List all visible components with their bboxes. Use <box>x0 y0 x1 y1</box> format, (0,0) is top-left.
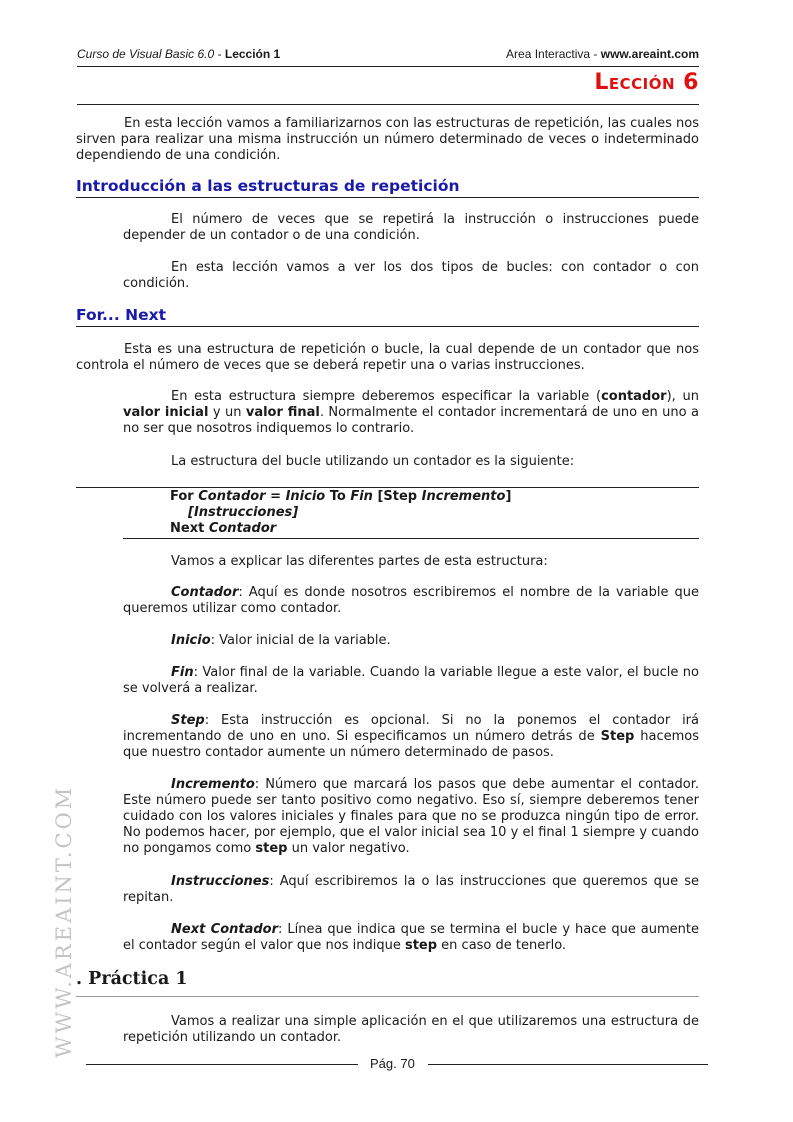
page-header <box>77 47 699 65</box>
section2-paragraph-1: Esta es una estructura de repetición o bucle, la cual depende de un contador que nos controla el número de veces que se deberá repetir una o varias instrucciones. <box>76 342 699 373</box>
section1-paragraph-2: En esta lección vamos a ver los dos tipos de bucles: con contador o con condición. <box>123 260 699 291</box>
section-divider <box>76 326 699 327</box>
footer-rule-right <box>428 1064 708 1065</box>
site-link[interactable]: www.areaint.com <box>600 47 699 61</box>
section-title-for-next: For... Next <box>76 306 166 324</box>
practice-divider <box>76 996 699 997</box>
footer-rule-left <box>86 1064 358 1065</box>
section2-paragraph-3: La estructura del bucle utilizando un contador es la siguiente: <box>171 454 575 469</box>
code-line-for: For Contador = Inicio To Fin [Step Incremento] <box>170 489 512 504</box>
side-watermark: WWW.AREAINT.COM <box>52 784 76 1058</box>
practice-paragraph: Vamos a realizar una simple aplicación en el que utilizaremos una estructura de repetición utilizando un contador. <box>123 1014 699 1045</box>
code-bottom-rule <box>123 538 699 539</box>
page-number: Pág. 70 <box>370 1056 415 1071</box>
intro-paragraph: En esta lección vamos a familiarizarnos con las estructuras de repetición, las cuales nos sirven para realizar una misma instrucción un número determinado de veces o indeterminado dependiendo de una condición. <box>76 116 699 163</box>
term-inicio: Inicio: Valor inicial de la variable. <box>171 633 391 648</box>
section-title-intro: Introducción a las estructuras de repetición <box>76 177 460 195</box>
code-top-rule <box>76 487 699 488</box>
title-divider <box>77 104 699 105</box>
section1-paragraph-1: El número de veces que se repetirá la instrucción o instrucciones puede depender de un contador o de una condición. <box>123 212 699 243</box>
term-next-contador: Next Contador: Línea que indica que se termina el bucle y hace que aumente el contador según el valor que nos indique step en caso de tenerlo. <box>123 922 700 953</box>
code-block <box>170 489 511 537</box>
term-contador: Contador: Aquí es donde nosotros escribiremos el nombre de la variable que queremos utilizar como contador. <box>123 585 699 616</box>
section2-paragraph-2: En esta estructura siempre deberemos especificar la variable (contador), un valor inicial y un valor final. Normalmente el contador incrementará de uno en uno a no ser que nosotros indiquemos lo contrario. <box>123 389 699 436</box>
header-site: Area Interactiva - www.areaint.com <box>506 47 699 61</box>
header-divider <box>77 66 699 67</box>
term-step: Step: Esta instrucción es opcional. Si no la ponemos el contador irá incrementando de uno en uno. Si especificamos un número detrás de Step hacemos que nuestro contador aumente un número determinado de pasos. <box>123 713 700 760</box>
practice-title: . Práctica 1 <box>76 969 188 989</box>
term-instrucciones: Instrucciones: Aquí escribiremos la o las instrucciones que queremos que se repitan. <box>123 874 699 905</box>
header-course: Curso de Visual Basic 6.0 - Lección 1 <box>77 47 281 61</box>
code-line-instrucciones: [Instrucciones] <box>188 505 299 520</box>
term-fin: Fin: Valor final de la variable. Cuando la variable llegue a este valor, el bucle no se volverá a realizar. <box>123 665 699 696</box>
section2-paragraph-4: Vamos a explicar las diferentes partes de esta estructura: <box>171 554 548 569</box>
term-incremento: Incremento: Número que marcará los pasos que debe aumentar el contador. Este número puede ser tanto positivo como negativo. Eso sí, siempre deberemos tener cuidado con los valores iniciales y finales para que no se produzca ningún tipo de error. No podemos hacer, por ejemplo, que el valor inicial sea 10 y el final 1 siempre y cuando no pongamos como step un valor negativo. <box>123 777 699 856</box>
section-divider <box>76 197 699 198</box>
lesson-title: Lección 6 <box>594 70 699 95</box>
code-line-next: Next Contador <box>170 521 277 536</box>
